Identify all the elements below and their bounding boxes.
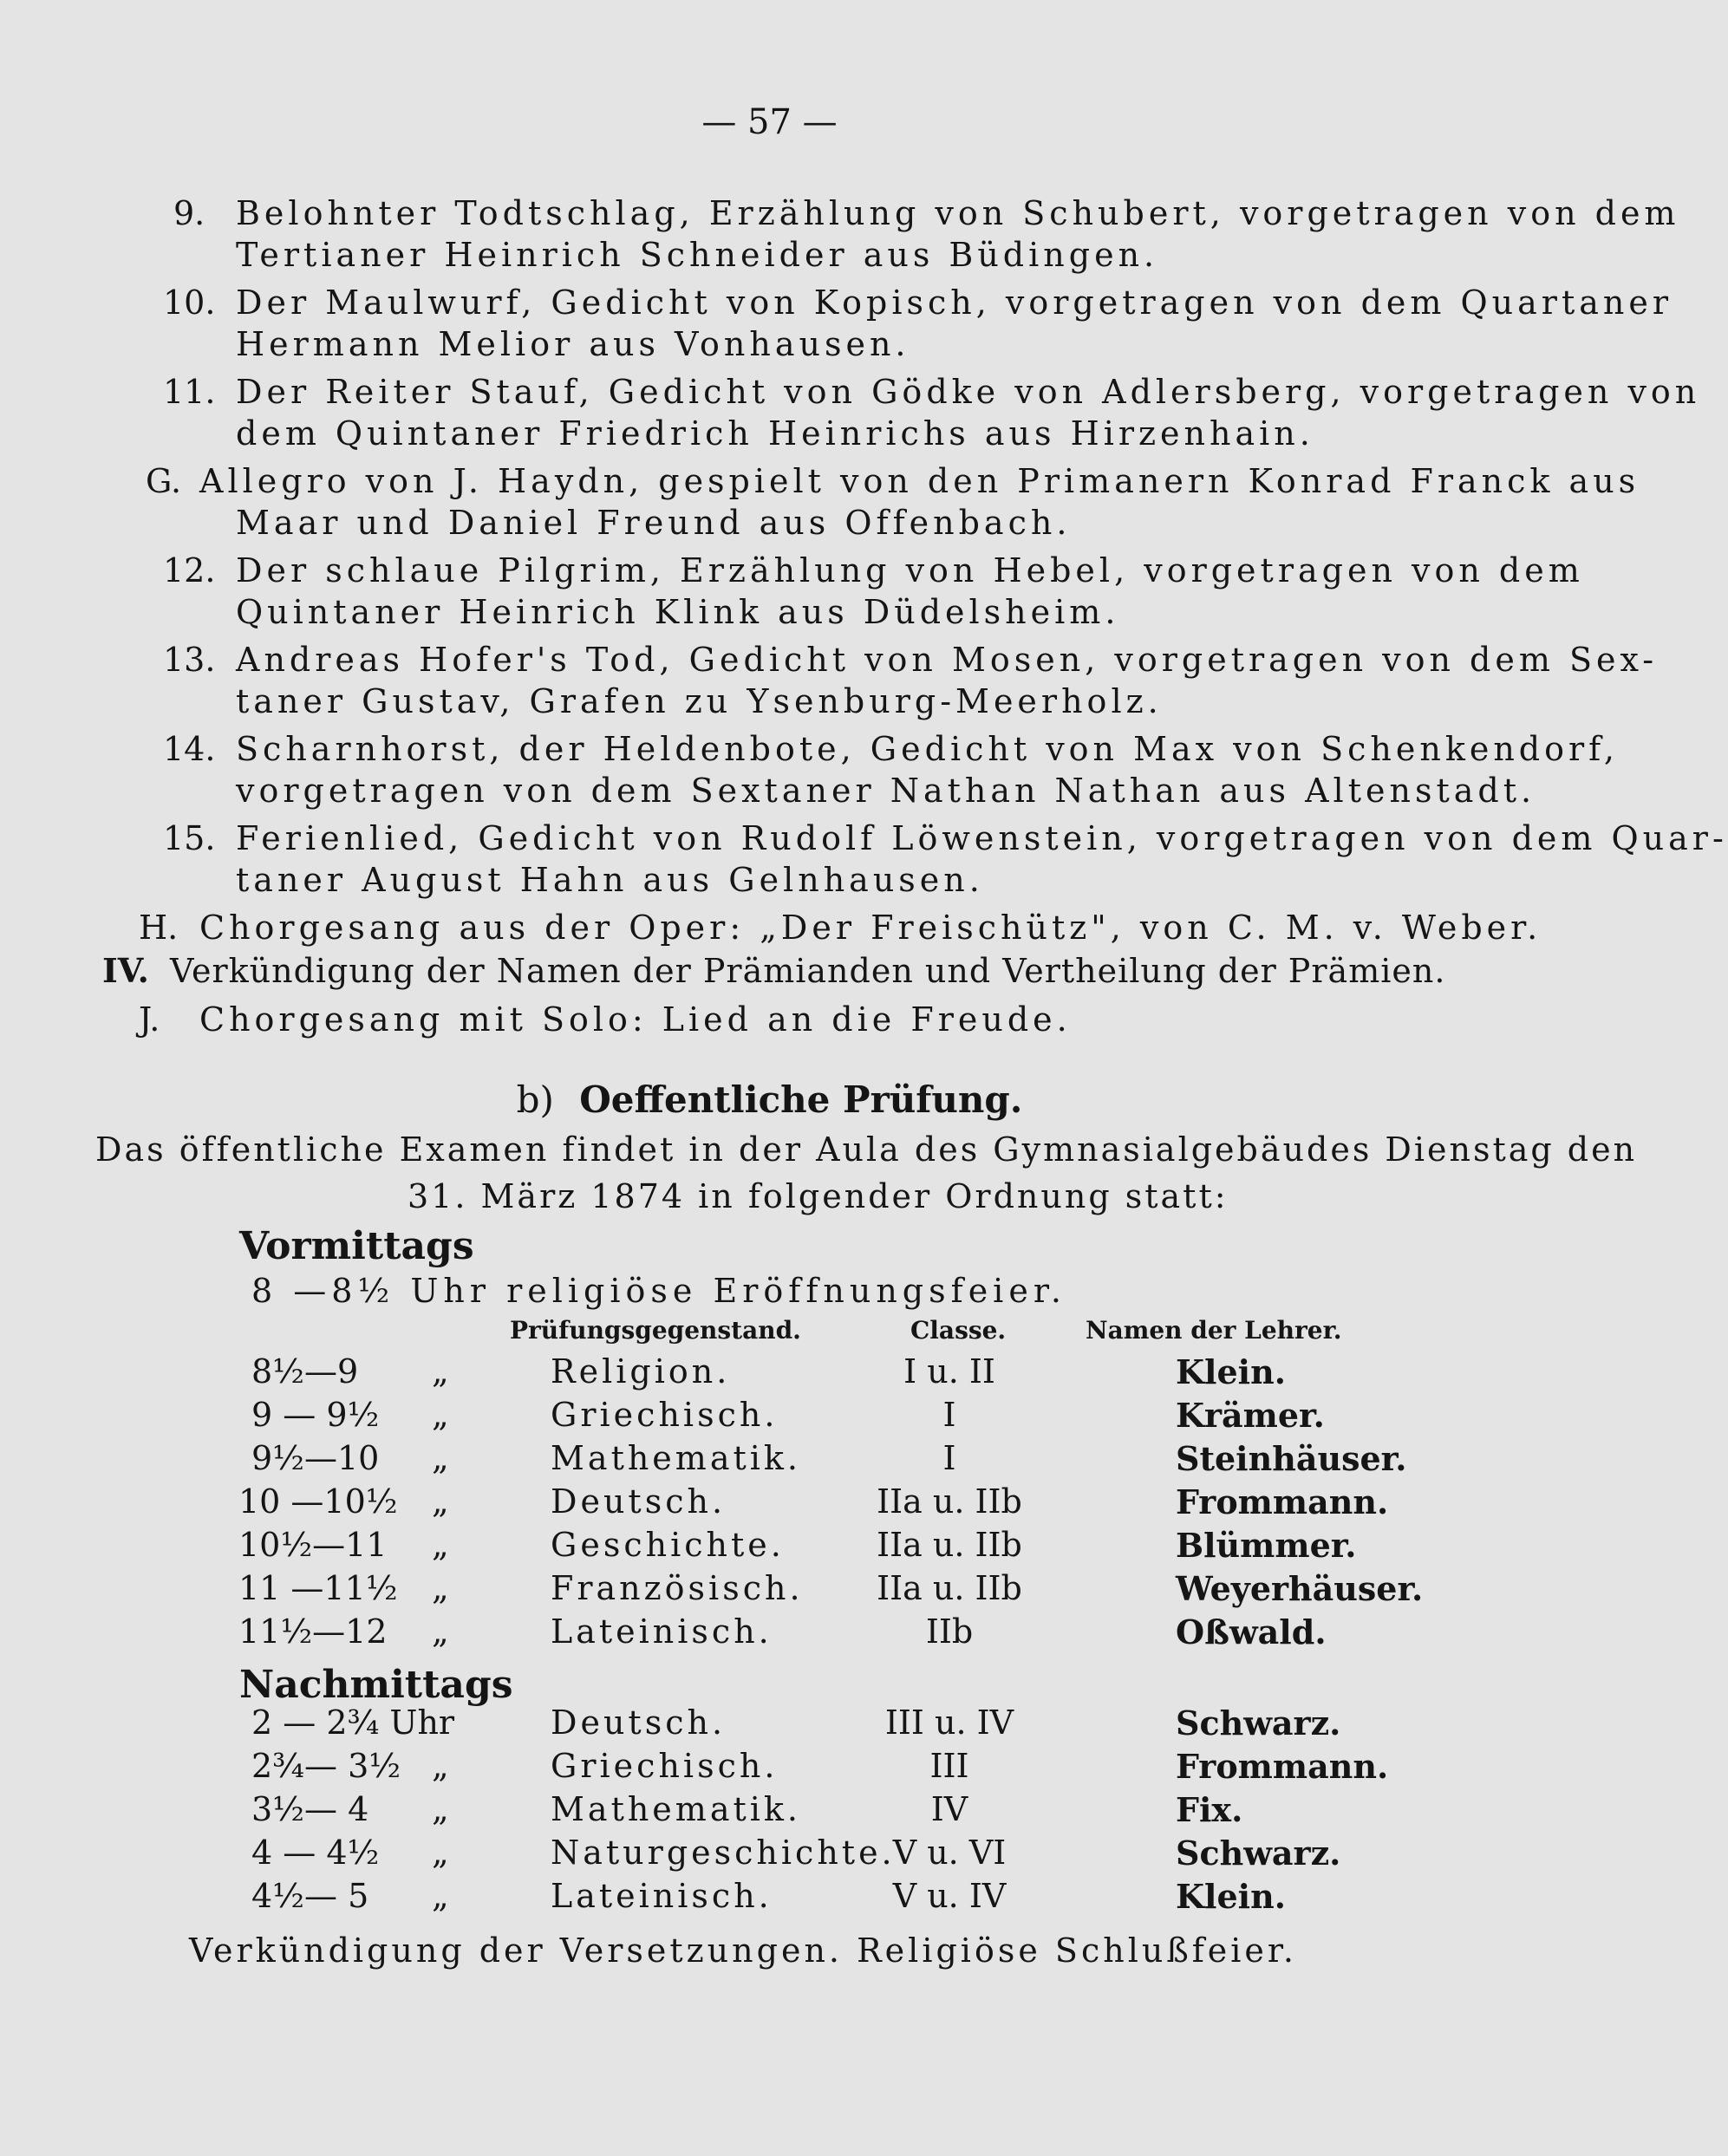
item-14-num: 14. <box>163 730 216 768</box>
row-class: IIa u. IIb <box>877 1569 1022 1607</box>
afternoon-heading: Nachmittags <box>239 1663 513 1707</box>
item-9-line2: Tertianer Heinrich Schneider aus Büdingen. <box>236 236 1159 274</box>
row-subject: Griechisch. <box>551 1747 779 1785</box>
row-time: 11½—12 <box>238 1612 388 1651</box>
row-ditto: „ <box>432 1526 449 1564</box>
row-ditto: „ <box>432 1877 449 1915</box>
row-time: 10½—11 <box>238 1526 388 1564</box>
section-b-label: b) <box>516 1078 554 1121</box>
item-g-num: G. <box>146 462 182 500</box>
item-10-line2: Hermann Melior aus Vonhausen. <box>236 325 910 363</box>
row-time: 4½— 5 <box>251 1877 369 1915</box>
row-time: 4 — 4½ <box>251 1834 380 1872</box>
row-ditto: „ <box>432 1352 449 1391</box>
item-13-line1: Andreas Hofer's Tod, Gedicht von Mosen, vorgetragen von dem Sex- <box>236 641 1659 679</box>
column-teacher-header: Namen der Lehrer. <box>1086 1316 1342 1345</box>
item-12-line2: Quintaner Heinrich Klink aus Düdelsheim. <box>236 593 1120 631</box>
section-b-intro-line2: 31. März 1874 in folgender Ordnung statt: <box>408 1177 1229 1215</box>
row-class: V u. VI <box>892 1834 1007 1872</box>
row-teacher: Steinhäuser. <box>1176 1439 1407 1478</box>
row-subject: Französisch. <box>551 1569 804 1607</box>
row-class: IV <box>930 1790 968 1828</box>
item-12-line1: Der schlaue Pilgrim, Erzählung von Hebel, vorgetragen von dem <box>236 551 1584 589</box>
row-time: 3½— 4 <box>251 1790 369 1828</box>
item-11-line1: Der Reiter Stauf, Gedicht von Gödke von Adlersberg, vorgetragen von <box>236 373 1701 411</box>
morning-heading: Vormittags <box>239 1224 474 1268</box>
row-class: III <box>929 1747 969 1785</box>
row-class: IIa u. IIb <box>877 1482 1022 1521</box>
morning-opening: 8 —8½ Uhr religiöse Eröffnungsfeier. <box>251 1272 1066 1310</box>
row-teacher: Fix. <box>1176 1790 1243 1829</box>
item-j-line1: Chorgesang mit Solo: Lied an die Freude. <box>199 1000 1072 1039</box>
row-class: IIa u. IIb <box>877 1526 1022 1564</box>
item-11-num: 11. <box>163 373 216 411</box>
row-class: III u. IV <box>884 1703 1014 1742</box>
item-15-line2: taner August Hahn aus Gelnhausen. <box>236 861 984 899</box>
item-10-num: 10. <box>163 283 216 322</box>
item-15-num: 15. <box>163 819 216 857</box>
row-time: 8½—9 <box>251 1352 359 1391</box>
row-ditto: „ <box>432 1439 449 1477</box>
row-subject: Mathematik. <box>551 1790 802 1828</box>
item-13-line2: taner Gustav, Grafen zu Ysenburg-Meerholz. <box>236 682 1163 720</box>
row-subject: Lateinisch. <box>551 1612 773 1651</box>
row-class: V u. IV <box>892 1877 1007 1915</box>
item-9-num: 9. <box>173 194 205 232</box>
row-subject: Naturgeschichte. <box>551 1834 896 1872</box>
row-ditto: „ <box>432 1569 449 1607</box>
row-time: 11 —11½ <box>238 1569 398 1607</box>
closing-line: Verkündigung der Versetzungen. Religiöse Schlußfeier. <box>189 1931 1297 1970</box>
row-time: 2 — 2¾ Uhr <box>251 1703 455 1742</box>
row-teacher: Blümmer. <box>1176 1526 1357 1565</box>
row-class: I <box>942 1439 956 1477</box>
item-h-num: H. <box>139 909 179 947</box>
row-teacher: Frommann. <box>1176 1747 1389 1786</box>
section-b-heading <box>0 1078 1539 1121</box>
row-teacher: Klein. <box>1176 1352 1286 1391</box>
row-time: 2¾— 3½ <box>251 1747 401 1785</box>
column-class-header: Classe. <box>910 1316 1007 1345</box>
item-14-line1: Scharnhorst, der Heldenbote, Gedicht von Max von Schenkendorf, <box>236 730 1619 768</box>
item-15-line1: Ferienlied, Gedicht von Rudolf Löwenstein, vorgetragen von dem Quar- <box>236 819 1728 857</box>
row-teacher: Schwarz. <box>1176 1703 1341 1742</box>
row-ditto: „ <box>432 1747 449 1785</box>
row-ditto: „ <box>432 1482 449 1521</box>
item-13-num: 13. <box>163 641 216 679</box>
row-time: 9 — 9½ <box>251 1396 380 1434</box>
row-ditto: „ <box>432 1612 449 1651</box>
row-teacher: Schwarz. <box>1176 1834 1341 1873</box>
row-ditto: „ <box>432 1790 449 1828</box>
row-teacher: Krämer. <box>1176 1396 1325 1435</box>
row-teacher: Weyerhäuser. <box>1176 1569 1424 1608</box>
page-number: — 57 — <box>701 102 838 142</box>
row-class: IIb <box>925 1612 974 1651</box>
item-j-num: J. <box>139 1000 160 1039</box>
row-time: 9½—10 <box>251 1439 380 1477</box>
item-11-line2: dem Quintaner Friedrich Heinrichs aus Hirzenhain. <box>236 414 1314 453</box>
item-iv-line1: Verkündigung der Namen der Prämianden und Vertheilung der Prämien. <box>170 952 1446 990</box>
row-class: I u. II <box>903 1352 995 1391</box>
row-subject: Mathematik. <box>551 1439 802 1477</box>
row-teacher: Frommann. <box>1176 1482 1389 1521</box>
row-subject: Geschichte. <box>551 1526 785 1564</box>
item-10-line1: Der Maulwurf, Gedicht von Kopisch, vorgetragen von dem Quartaner <box>236 283 1673 322</box>
row-subject: Deutsch. <box>551 1703 727 1742</box>
section-b-title: Oeffentliche Prüfung. <box>579 1078 1023 1121</box>
row-subject: Griechisch. <box>551 1396 779 1434</box>
item-12-num: 12. <box>163 551 216 589</box>
row-teacher: Klein. <box>1176 1877 1286 1916</box>
item-iv-num: IV. <box>102 951 149 990</box>
row-time: 10 —10½ <box>238 1482 398 1521</box>
item-9-line1: Belohnter Todtschlag, Erzählung von Schubert, vorgetragen von dem <box>236 194 1680 232</box>
row-ditto: „ <box>432 1834 449 1872</box>
section-b-intro-line1: Das öffentliche Examen findet in der Aula des Gymnasialgebäudes Dienstag den <box>95 1130 1638 1169</box>
row-subject: Lateinisch. <box>551 1877 773 1915</box>
item-14-line2: vorgetragen von dem Sextaner Nathan Nathan aus Altenstadt. <box>236 772 1536 810</box>
column-subject-header: Prüfungsgegenstand. <box>510 1316 801 1345</box>
item-h-line1: Chorgesang aus der Oper: „Der Freischütz", von C. M. v. Weber. <box>199 909 1542 947</box>
row-teacher: Oßwald. <box>1176 1612 1327 1651</box>
row-class: I <box>942 1396 956 1434</box>
item-g-line1: Allegro von J. Haydn, gespielt von den Primanern Konrad Franck aus <box>199 462 1640 500</box>
row-ditto: „ <box>432 1396 449 1434</box>
row-subject: Deutsch. <box>551 1482 727 1521</box>
row-subject: Religion. <box>551 1352 731 1391</box>
item-g-line2: Maar und Daniel Freund aus Offenbach. <box>236 504 1072 542</box>
